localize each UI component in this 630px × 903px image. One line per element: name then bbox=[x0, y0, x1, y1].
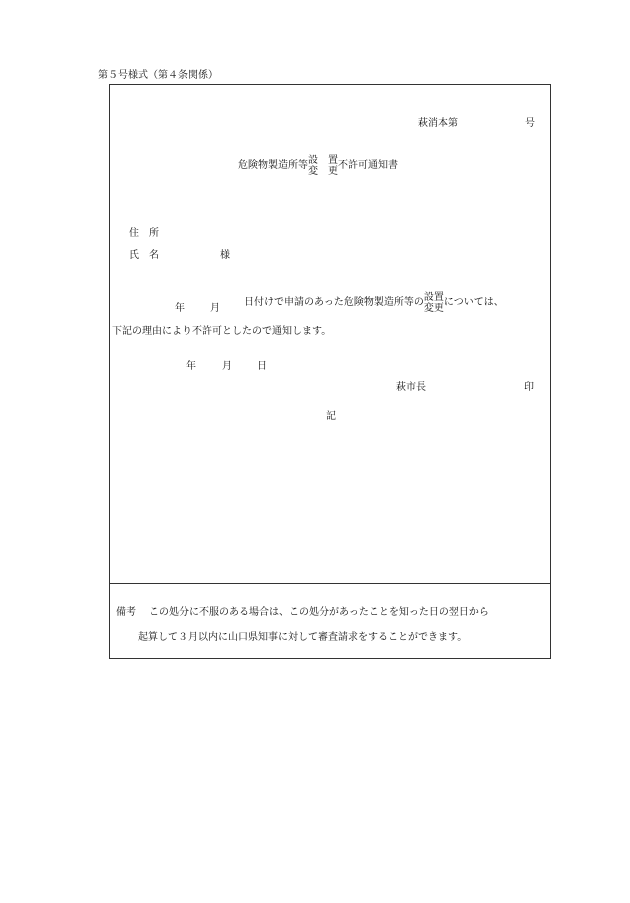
form-number: 第５号様式（第４条関係） bbox=[98, 70, 218, 81]
doc-number-suffix: 号 bbox=[525, 118, 535, 129]
note-line2: 起算して３月以内に山口県知事に対して審査請求をすることができます。 bbox=[138, 632, 468, 643]
date-year: 年 bbox=[186, 361, 196, 372]
address-label: 住 所 bbox=[129, 228, 159, 239]
title-stack-top: 設 置 bbox=[308, 155, 338, 166]
body-line1-text: 日付けで申請のあった危険物製造所等の bbox=[244, 297, 424, 308]
body-year: 年 bbox=[175, 303, 185, 314]
issuer-title: 萩市長 bbox=[396, 382, 426, 393]
ki-heading: 記 bbox=[326, 411, 336, 422]
title-main: 危険物製造所等 bbox=[238, 160, 308, 171]
date-month: 月 bbox=[222, 361, 232, 372]
honorific: 様 bbox=[220, 250, 230, 261]
note-label: 備考 bbox=[116, 607, 136, 618]
note-line1: この処分に不服のある場合は、この処分があったことを知った日の翌日から bbox=[149, 607, 489, 618]
title-stack bbox=[308, 155, 338, 177]
body-line1-end: については、 bbox=[443, 297, 504, 308]
body-stack-bottom: 変更 bbox=[423, 303, 444, 314]
doc-number-prefix: 萩消本第 bbox=[418, 118, 458, 129]
body-line1 bbox=[244, 292, 504, 315]
note-divider bbox=[109, 583, 551, 584]
title-stack-bottom: 変 更 bbox=[308, 166, 338, 177]
name-label: 氏 名 bbox=[129, 250, 159, 261]
body-line2: 下記の理由により不許可としたので通知します。 bbox=[112, 326, 332, 337]
date-day: 日 bbox=[257, 361, 267, 372]
body-month: 月 bbox=[210, 303, 220, 314]
seal-mark: 印 bbox=[524, 382, 534, 393]
body-stack bbox=[424, 292, 444, 314]
body-stack-top: 設置 bbox=[423, 292, 444, 303]
document-title bbox=[238, 155, 398, 178]
title-suffix: 不許可通知書 bbox=[338, 160, 398, 171]
